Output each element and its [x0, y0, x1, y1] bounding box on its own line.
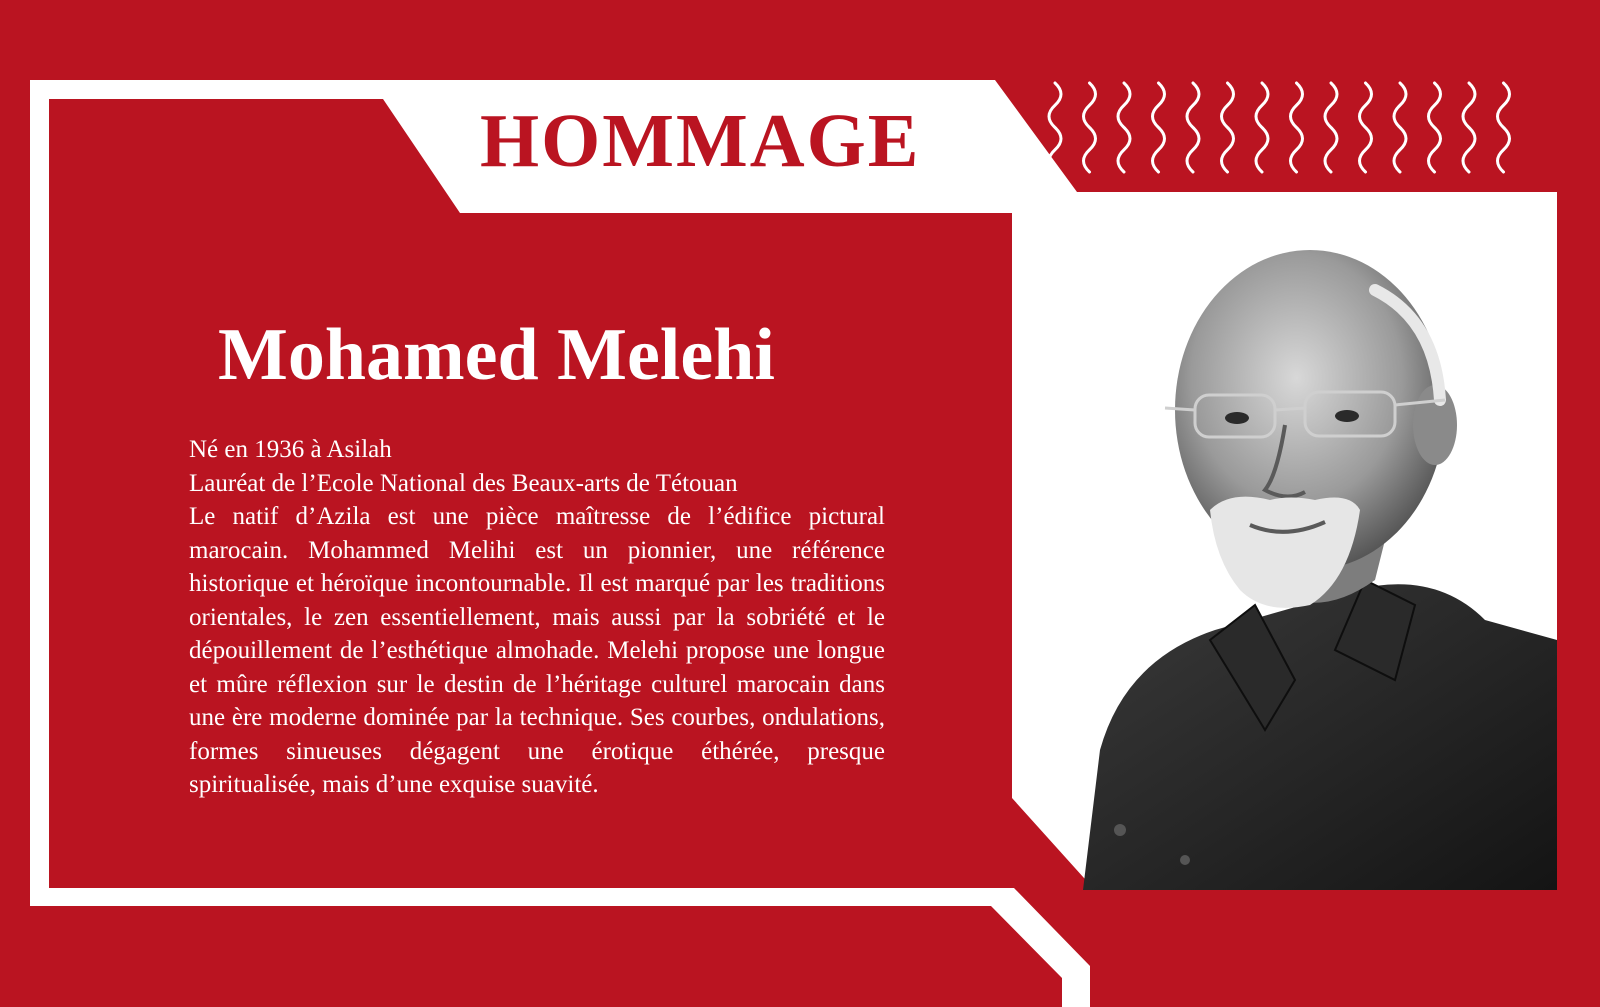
portrait-photo-icon	[1015, 210, 1557, 890]
section-title: HOMMAGE	[480, 99, 921, 183]
education-line: Lauréat de l’Ecole National des Beaux-arts de Tétouan	[189, 469, 738, 497]
artist-biography	[189, 433, 885, 802]
birth-line: Né en 1936 à Asilah	[189, 436, 392, 463]
biography-paragraph: Le natif d’Azila est une pièce maîtresse de l’édifice pictural marocain. Mohammed Melihi est un pionnier, une référence historique et héroïque incontournable. Il est marqué par les traditions orientales, le zen essentiellement, mais aussi par la sobriété et le dépouillement de l’esthétique almohade. Melehi propose une longue et mûre réflexion sur le destin de l’héritage culturel marocain dans une ère moderne dominée par la technique. Ses courbes, ondulations, formes sinueuses dégagent une érotique éthérée, presque spiritualisée, mais d’une exquise suavité.	[189, 503, 885, 798]
artist-name: Mohamed Melehi	[218, 314, 775, 396]
